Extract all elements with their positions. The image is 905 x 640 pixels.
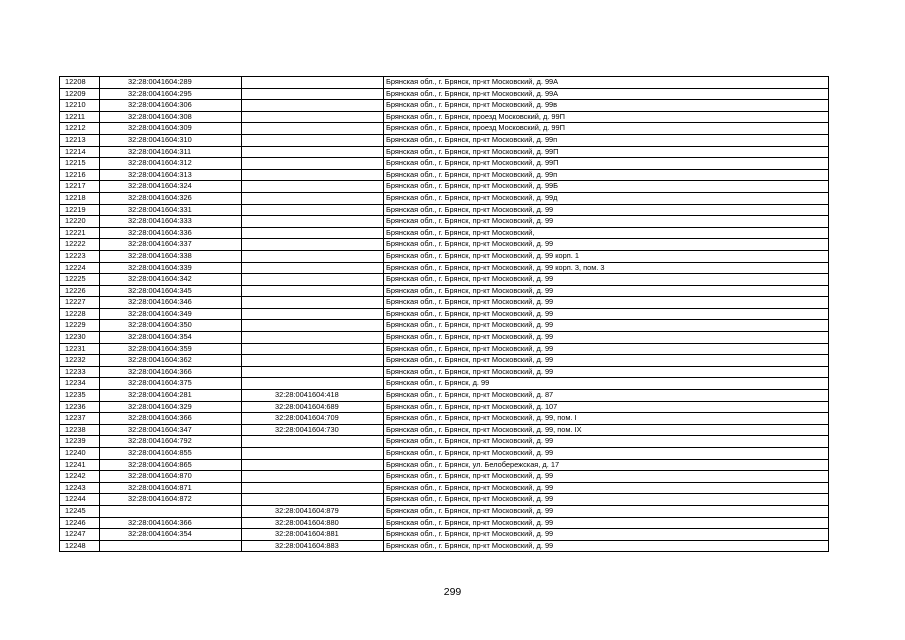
- linked-cadastral-number-cell: 32:28:0041604:689: [242, 401, 384, 413]
- row-number-cell: 12228: [60, 308, 100, 320]
- linked-cadastral-number-cell: 32:28:0041604:418: [242, 390, 384, 402]
- cadastral-number-cell: 32:28:0041604:324: [100, 181, 242, 193]
- row-number-cell: 12240: [60, 448, 100, 460]
- row-number-cell: 12208: [60, 77, 100, 89]
- row-number-cell: 12235: [60, 390, 100, 402]
- linked-cadastral-number-cell: [242, 204, 384, 216]
- row-number-cell: 12242: [60, 471, 100, 483]
- table-row: [60, 471, 829, 483]
- table-row: [60, 204, 829, 216]
- table-row: [60, 100, 829, 112]
- address-cell: Брянская обл., г. Брянск, пр-кт Московский, д. 99: [384, 274, 829, 286]
- row-number-cell: 12209: [60, 88, 100, 100]
- address-cell: Брянская обл., г. Брянск, пр-кт Московский, д. 99: [384, 529, 829, 541]
- row-number-cell: 12230: [60, 332, 100, 344]
- cadastral-number-cell: [100, 540, 242, 552]
- row-number-cell: 12246: [60, 517, 100, 529]
- linked-cadastral-number-cell: [242, 181, 384, 193]
- cadastral-number-cell: [100, 505, 242, 517]
- cadastral-number-cell: 32:28:0041604:366: [100, 366, 242, 378]
- row-number-cell: 12239: [60, 436, 100, 448]
- linked-cadastral-number-cell: [242, 146, 384, 158]
- address-cell: Брянская обл., г. Брянск, ул. Белобережская, д. 17: [384, 459, 829, 471]
- cadastral-number-cell: 32:28:0041604:354: [100, 332, 242, 344]
- linked-cadastral-number-cell: 32:28:0041604:730: [242, 424, 384, 436]
- address-cell: Брянская обл., г. Брянск, пр-кт Московский, д. 99д: [384, 192, 829, 204]
- address-cell: Брянская обл., г. Брянск, пр-кт Московский, д. 99, пом. I: [384, 413, 829, 425]
- cadastral-number-cell: 32:28:0041604:333: [100, 216, 242, 228]
- address-cell: Брянская обл., г. Брянск, пр-кт Московский, д. 99: [384, 366, 829, 378]
- address-cell: Брянская обл., г. Брянск, пр-кт Московский, д. 99п: [384, 169, 829, 181]
- table-row: [60, 482, 829, 494]
- table-row: [60, 355, 829, 367]
- address-cell: Брянская обл., г. Брянск, пр-кт Московский, д. 99: [384, 216, 829, 228]
- table-row: [60, 308, 829, 320]
- row-number-cell: 12227: [60, 297, 100, 309]
- linked-cadastral-number-cell: [242, 123, 384, 135]
- cadastral-number-cell: 32:28:0041604:281: [100, 390, 242, 402]
- row-number-cell: 12220: [60, 216, 100, 228]
- address-cell: Брянская обл., г. Брянск, пр-кт Московский, д. 99 корп. 1: [384, 250, 829, 262]
- cadastral-number-cell: 32:28:0041604:872: [100, 494, 242, 506]
- row-number-cell: 12225: [60, 274, 100, 286]
- linked-cadastral-number-cell: [242, 100, 384, 112]
- table-row: [60, 436, 829, 448]
- table-row: [60, 169, 829, 181]
- linked-cadastral-number-cell: [242, 297, 384, 309]
- address-cell: Брянская обл., г. Брянск, пр-кт Московский, д. 87: [384, 390, 829, 402]
- table-row: [60, 505, 829, 517]
- linked-cadastral-number-cell: [242, 320, 384, 332]
- row-number-cell: 12214: [60, 146, 100, 158]
- linked-cadastral-number-cell: [242, 448, 384, 460]
- row-number-cell: 12215: [60, 158, 100, 170]
- address-cell: Брянская обл., г. Брянск, пр-кт Московский, д. 99П: [384, 146, 829, 158]
- cadastral-number-cell: 32:28:0041604:313: [100, 169, 242, 181]
- row-number-cell: 12223: [60, 250, 100, 262]
- address-cell: Брянская обл., г. Брянск, пр-кт Московский, д. 99: [384, 239, 829, 251]
- address-cell: Брянская обл., г. Брянск, пр-кт Московский, д. 99: [384, 471, 829, 483]
- cadastral-number-cell: 32:28:0041604:354: [100, 529, 242, 541]
- row-number-cell: 12244: [60, 494, 100, 506]
- address-cell: Брянская обл., г. Брянск, пр-кт Московский, д. 99: [384, 320, 829, 332]
- cadastral-number-cell: 32:28:0041604:792: [100, 436, 242, 448]
- address-cell: Брянская обл., г. Брянск, пр-кт Московский, д. 99: [384, 343, 829, 355]
- table-row: [60, 274, 829, 286]
- cadastral-number-cell: 32:28:0041604:295: [100, 88, 242, 100]
- address-cell: Брянская обл., г. Брянск, пр-кт Московский, д. 99: [384, 517, 829, 529]
- cadastral-number-cell: 32:28:0041604:310: [100, 134, 242, 146]
- linked-cadastral-number-cell: [242, 77, 384, 89]
- table-row: [60, 146, 829, 158]
- cadastral-number-cell: 32:28:0041604:336: [100, 227, 242, 239]
- table-row: [60, 459, 829, 471]
- linked-cadastral-number-cell: 32:28:0041604:883: [242, 540, 384, 552]
- address-cell: Брянская обл., г. Брянск, проезд Московский, д. 99П: [384, 123, 829, 135]
- row-number-cell: 12237: [60, 413, 100, 425]
- row-number-cell: 12248: [60, 540, 100, 552]
- address-cell: Брянская обл., г. Брянск, пр-кт Московский, д. 99: [384, 448, 829, 460]
- cadastral-number-cell: 32:28:0041604:346: [100, 297, 242, 309]
- address-cell: Брянская обл., г. Брянск, пр-кт Московский, д. 99: [384, 436, 829, 448]
- row-number-cell: 12234: [60, 378, 100, 390]
- linked-cadastral-number-cell: [242, 494, 384, 506]
- table-row: [60, 297, 829, 309]
- row-number-cell: 12210: [60, 100, 100, 112]
- row-number-cell: 12231: [60, 343, 100, 355]
- row-number-cell: 12243: [60, 482, 100, 494]
- address-cell: Брянская обл., г. Брянск, д. 99: [384, 378, 829, 390]
- row-number-cell: 12219: [60, 204, 100, 216]
- table-row: [60, 401, 829, 413]
- address-cell: Брянская обл., г. Брянск, пр-кт Московский, д. 99: [384, 204, 829, 216]
- address-cell: Брянская обл., г. Брянск, пр-кт Московский,: [384, 227, 829, 239]
- linked-cadastral-number-cell: [242, 262, 384, 274]
- row-number-cell: 12241: [60, 459, 100, 471]
- linked-cadastral-number-cell: [242, 250, 384, 262]
- row-number-cell: 12245: [60, 505, 100, 517]
- linked-cadastral-number-cell: [242, 436, 384, 448]
- address-cell: Брянская обл., г. Брянск, проезд Московский, д. 99П: [384, 111, 829, 123]
- cadastral-number-cell: 32:28:0041604:338: [100, 250, 242, 262]
- row-number-cell: 12217: [60, 181, 100, 193]
- linked-cadastral-number-cell: [242, 239, 384, 251]
- table-row: [60, 134, 829, 146]
- row-number-cell: 12213: [60, 134, 100, 146]
- table-row: [60, 332, 829, 344]
- linked-cadastral-number-cell: [242, 216, 384, 228]
- table-row: [60, 181, 829, 193]
- address-cell: Брянская обл., г. Брянск, пр-кт Московский, д. 99А: [384, 77, 829, 89]
- linked-cadastral-number-cell: [242, 471, 384, 483]
- linked-cadastral-number-cell: 32:28:0041604:880: [242, 517, 384, 529]
- linked-cadastral-number-cell: [242, 274, 384, 286]
- table-row: [60, 390, 829, 402]
- table-row: [60, 366, 829, 378]
- linked-cadastral-number-cell: [242, 378, 384, 390]
- address-cell: Брянская обл., г. Брянск, пр-кт Московский, д. 99А: [384, 88, 829, 100]
- table-body: [60, 77, 829, 552]
- cadastral-number-cell: 32:28:0041604:366: [100, 517, 242, 529]
- linked-cadastral-number-cell: [242, 158, 384, 170]
- table-row: [60, 517, 829, 529]
- cadastral-number-cell: 32:28:0041604:871: [100, 482, 242, 494]
- table-row: [60, 378, 829, 390]
- row-number-cell: 12226: [60, 285, 100, 297]
- linked-cadastral-number-cell: 32:28:0041604:879: [242, 505, 384, 517]
- row-number-cell: 12229: [60, 320, 100, 332]
- address-cell: Брянская обл., г. Брянск, пр-кт Московский, д. 107: [384, 401, 829, 413]
- linked-cadastral-number-cell: [242, 355, 384, 367]
- table-row: [60, 192, 829, 204]
- cadastral-number-cell: 32:28:0041604:350: [100, 320, 242, 332]
- linked-cadastral-number-cell: [242, 169, 384, 181]
- row-number-cell: 12233: [60, 366, 100, 378]
- cadastral-number-cell: 32:28:0041604:312: [100, 158, 242, 170]
- linked-cadastral-number-cell: [242, 134, 384, 146]
- row-number-cell: 12221: [60, 227, 100, 239]
- linked-cadastral-number-cell: [242, 192, 384, 204]
- address-cell: Брянская обл., г. Брянск, пр-кт Московский, д. 99 корп. 3, пом. 3: [384, 262, 829, 274]
- linked-cadastral-number-cell: [242, 459, 384, 471]
- cadastral-number-cell: 32:28:0041604:326: [100, 192, 242, 204]
- table-row: [60, 448, 829, 460]
- linked-cadastral-number-cell: 32:28:0041604:881: [242, 529, 384, 541]
- address-cell: Брянская обл., г. Брянск, пр-кт Московский, д. 99: [384, 355, 829, 367]
- linked-cadastral-number-cell: [242, 227, 384, 239]
- cadastral-number-cell: 32:28:0041604:362: [100, 355, 242, 367]
- cadastral-number-cell: 32:28:0041604:311: [100, 146, 242, 158]
- cadastral-number-cell: 32:28:0041604:855: [100, 448, 242, 460]
- address-cell: Брянская обл., г. Брянск, пр-кт Московский, д. 99: [384, 505, 829, 517]
- cadastral-number-cell: 32:28:0041604:347: [100, 424, 242, 436]
- address-cell: Брянская обл., г. Брянск, пр-кт Московский, д. 99: [384, 297, 829, 309]
- linked-cadastral-number-cell: [242, 343, 384, 355]
- address-cell: Брянская обл., г. Брянск, пр-кт Московский, д. 99: [384, 285, 829, 297]
- address-cell: Брянская обл., г. Брянск, пр-кт Московский, д. 99: [384, 482, 829, 494]
- cadastral-number-cell: 32:28:0041604:865: [100, 459, 242, 471]
- cadastral-number-cell: 32:28:0041604:309: [100, 123, 242, 135]
- table-row: [60, 494, 829, 506]
- row-number-cell: 12238: [60, 424, 100, 436]
- cadastral-table: [59, 76, 829, 552]
- row-number-cell: 12218: [60, 192, 100, 204]
- row-number-cell: 12224: [60, 262, 100, 274]
- cadastral-number-cell: 32:28:0041604:289: [100, 77, 242, 89]
- cadastral-number-cell: 32:28:0041604:337: [100, 239, 242, 251]
- address-cell: Брянская обл., г. Брянск, пр-кт Московский, д. 99П: [384, 158, 829, 170]
- cadastral-number-cell: 32:28:0041604:306: [100, 100, 242, 112]
- linked-cadastral-number-cell: [242, 88, 384, 100]
- row-number-cell: 12211: [60, 111, 100, 123]
- linked-cadastral-number-cell: [242, 285, 384, 297]
- table-row: [60, 320, 829, 332]
- table-row: [60, 123, 829, 135]
- table-row: [60, 216, 829, 228]
- table-row: [60, 158, 829, 170]
- address-cell: Брянская обл., г. Брянск, пр-кт Московский, д. 99в: [384, 100, 829, 112]
- row-number-cell: 12222: [60, 239, 100, 251]
- address-cell: Брянская обл., г. Брянск, пр-кт Московский, д. 99: [384, 540, 829, 552]
- table-row: [60, 262, 829, 274]
- linked-cadastral-number-cell: [242, 308, 384, 320]
- linked-cadastral-number-cell: [242, 482, 384, 494]
- address-cell: Брянская обл., г. Брянск, пр-кт Московский, д. 99: [384, 332, 829, 344]
- row-number-cell: 12232: [60, 355, 100, 367]
- table-row: [60, 343, 829, 355]
- cadastral-number-cell: 32:28:0041604:349: [100, 308, 242, 320]
- address-cell: Брянская обл., г. Брянск, пр-кт Московский, д. 99: [384, 494, 829, 506]
- row-number-cell: 12247: [60, 529, 100, 541]
- linked-cadastral-number-cell: [242, 111, 384, 123]
- table-row: [60, 285, 829, 297]
- cadastral-number-cell: 32:28:0041604:359: [100, 343, 242, 355]
- address-cell: Брянская обл., г. Брянск, пр-кт Московский, д. 99, пом. IX: [384, 424, 829, 436]
- table-row: [60, 88, 829, 100]
- cadastral-number-cell: 32:28:0041604:366: [100, 413, 242, 425]
- linked-cadastral-number-cell: [242, 366, 384, 378]
- table-row: [60, 111, 829, 123]
- address-cell: Брянская обл., г. Брянск, пр-кт Московский, д. 99Б: [384, 181, 829, 193]
- table-row: [60, 227, 829, 239]
- table-row: [60, 413, 829, 425]
- cadastral-number-cell: 32:28:0041604:308: [100, 111, 242, 123]
- table-row: [60, 77, 829, 89]
- cadastral-number-cell: 32:28:0041604:331: [100, 204, 242, 216]
- row-number-cell: 12212: [60, 123, 100, 135]
- linked-cadastral-number-cell: [242, 332, 384, 344]
- cadastral-number-cell: 32:28:0041604:329: [100, 401, 242, 413]
- linked-cadastral-number-cell: 32:28:0041604:709: [242, 413, 384, 425]
- row-number-cell: 12236: [60, 401, 100, 413]
- address-cell: Брянская обл., г. Брянск, пр-кт Московский, д. 99п: [384, 134, 829, 146]
- cadastral-number-cell: 32:28:0041604:870: [100, 471, 242, 483]
- table-row: [60, 540, 829, 552]
- row-number-cell: 12216: [60, 169, 100, 181]
- table-row: [60, 239, 829, 251]
- table-row: [60, 529, 829, 541]
- cadastral-number-cell: 32:28:0041604:342: [100, 274, 242, 286]
- table-row: [60, 424, 829, 436]
- address-cell: Брянская обл., г. Брянск, пр-кт Московский, д. 99: [384, 308, 829, 320]
- cadastral-number-cell: 32:28:0041604:339: [100, 262, 242, 274]
- cadastral-number-cell: 32:28:0041604:345: [100, 285, 242, 297]
- table-row: [60, 250, 829, 262]
- page-number: 299: [443, 586, 462, 598]
- cadastral-number-cell: 32:28:0041604:375: [100, 378, 242, 390]
